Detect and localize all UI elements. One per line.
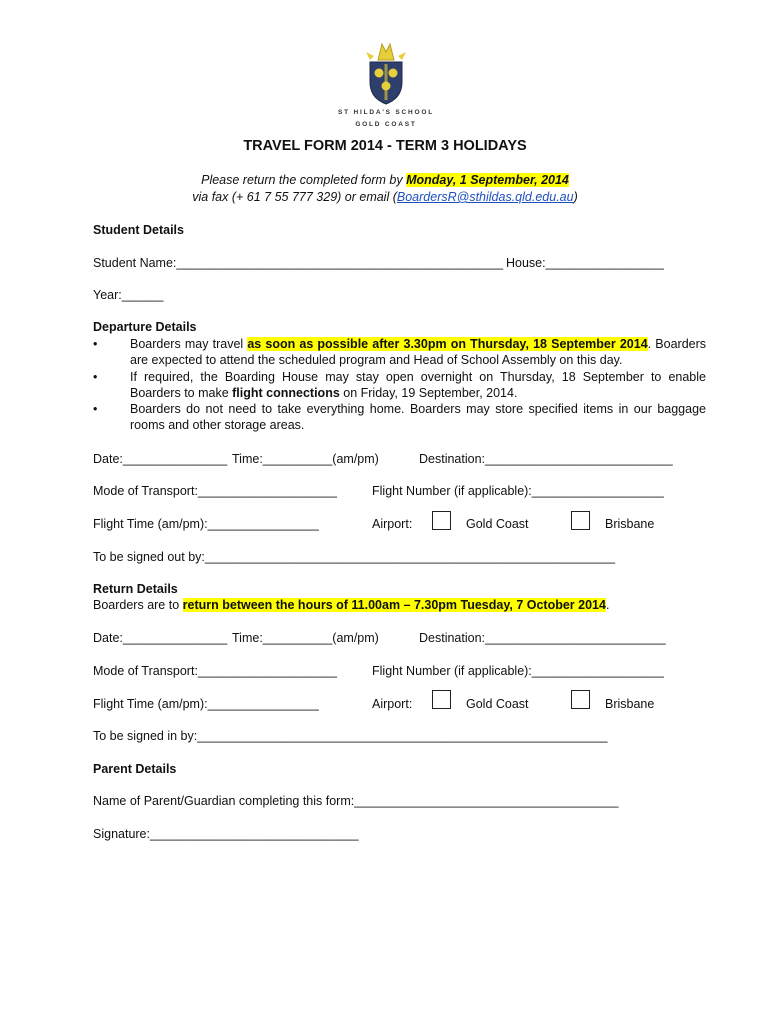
signature-field[interactable]: Signature:______________________________: [93, 827, 359, 841]
return-details-text: [93, 598, 609, 612]
instructions-text: Please return the completed form by: [201, 173, 407, 187]
list-item: [93, 401, 706, 434]
departure-gold-coast-checkbox[interactable]: [432, 511, 451, 530]
departure-time-highlight: as soon as possible after 3.30pm on Thursday, 18 September 2014: [247, 337, 648, 351]
instructions-close: ): [573, 190, 578, 204]
return-time-field[interactable]: Time:__________(am/pm): [232, 631, 379, 645]
bullet-text: . Boarders are expected to attend the scheduled program and Head of School Assembly on this day.: [130, 337, 707, 368]
return-deadline: Monday, 1 September, 2014: [406, 173, 569, 187]
year-field[interactable]: Year:______: [93, 288, 164, 302]
school-logo: [336, 40, 436, 132]
return-text: Boarders are to: [93, 598, 183, 612]
bullet-icon: •: [93, 369, 98, 384]
return-destination-field[interactable]: Destination:__________________________: [419, 631, 666, 645]
student-details-heading: Student Details: [93, 223, 184, 237]
form-title: TRAVEL FORM 2014 - TERM 3 HOLIDAYS: [243, 138, 527, 154]
departure-flight-number-field[interactable]: Flight Number (if applicable):___________________: [372, 484, 664, 498]
house-field[interactable]: House:_________________: [506, 256, 664, 270]
parent-details-heading: Parent Details: [93, 762, 177, 776]
departure-gold-coast-label: Gold Coast: [466, 517, 529, 531]
departure-bullet-list: [93, 336, 706, 434]
signed-in-by-field[interactable]: To be signed in by:___________________________________________________________: [93, 729, 608, 743]
school-name: ST HILDA'S SCHOOL: [337, 109, 435, 116]
bullet-text: Boarders may travel: [130, 337, 248, 351]
departure-flight-time-field[interactable]: Flight Time (am/pm):________________: [93, 517, 319, 531]
student-name-field[interactable]: Student Name:_______________________________________________: [93, 256, 504, 270]
bullet-icon: •: [93, 337, 98, 351]
departure-date-field[interactable]: Date:_______________: [93, 452, 228, 466]
instructions-fax: via fax (+ 61 7 55 777 329) or email (: [192, 190, 397, 204]
return-gold-coast-label: Gold Coast: [466, 697, 529, 711]
departure-brisbane-checkbox[interactable]: [571, 511, 590, 530]
school-location: GOLD COAST: [355, 121, 417, 128]
return-brisbane-checkbox[interactable]: [571, 690, 590, 709]
departure-transport-field[interactable]: Mode of Transport:____________________: [93, 484, 337, 498]
return-brisbane-label: Brisbane: [605, 697, 655, 711]
instructions-line1: [0, 173, 770, 187]
return-gold-coast-checkbox[interactable]: [432, 690, 451, 709]
flight-connections-text: flight connections: [232, 385, 340, 400]
return-text-end: .: [605, 598, 610, 612]
list-item: [93, 336, 706, 369]
departure-details-heading: Departure Details: [93, 320, 197, 334]
return-flight-time-field[interactable]: Flight Time (am/pm):________________: [93, 697, 319, 711]
signed-out-by-field[interactable]: To be signed out by:___________________________________________________________: [93, 550, 616, 564]
list-item: [93, 369, 706, 402]
return-airport-label: Airport:: [372, 697, 413, 711]
bullet-icon: •: [93, 402, 98, 417]
bullet-text: If required, the Boarding House may stay open overnight on Thursday, 18 September to enable Boarders to make: [130, 369, 706, 400]
return-flight-number-field[interactable]: Flight Number (if applicable):___________________: [372, 664, 664, 678]
departure-destination-field[interactable]: Destination:___________________________: [419, 452, 673, 466]
email-link[interactable]: BoardersR@sthildas.qld.edu.au: [396, 190, 574, 204]
return-transport-field[interactable]: Mode of Transport:____________________: [93, 664, 337, 678]
parent-name-field[interactable]: Name of Parent/Guardian completing this form:______________________________________: [93, 794, 619, 808]
return-time-highlight: return between the hours of 11.00am – 7.30pm Tuesday, 7 October 2014: [182, 598, 606, 612]
bullet-text: on Friday, 19 September, 2014.: [339, 385, 518, 400]
instructions-line2: [0, 190, 770, 204]
return-date-field[interactable]: Date:_______________: [93, 631, 228, 645]
return-details-heading: Return Details: [93, 582, 178, 596]
bullet-text: Boarders do not need to take everything home. Boarders may store specified items in our baggage rooms and other storage areas.: [130, 402, 706, 433]
departure-airport-label: Airport:: [372, 517, 413, 531]
school-crest-icon: [356, 40, 416, 106]
departure-brisbane-label: Brisbane: [605, 517, 655, 531]
departure-time-field[interactable]: Time:__________(am/pm): [232, 452, 379, 466]
